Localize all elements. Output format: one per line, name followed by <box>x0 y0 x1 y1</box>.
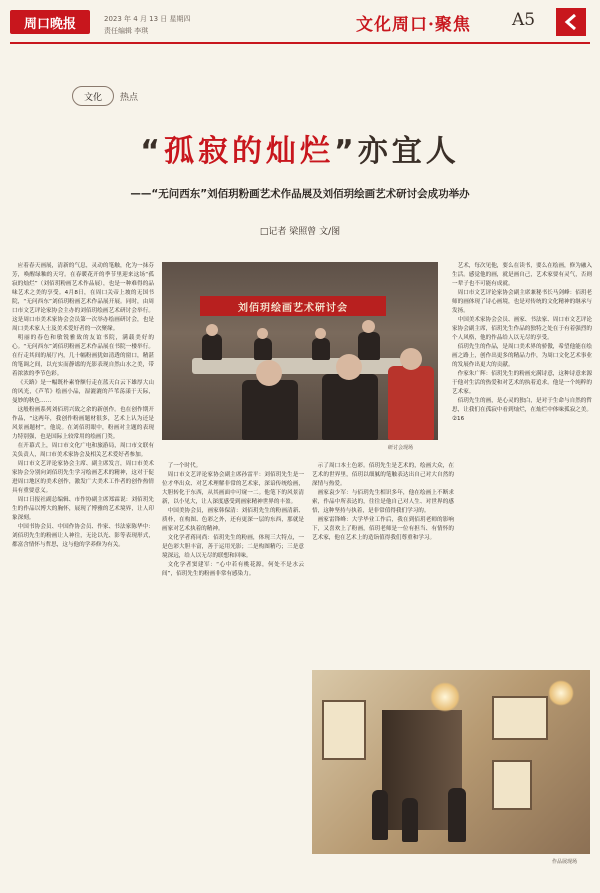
headline-close-quote: ” <box>334 134 358 169</box>
section-title: 文化周口·聚焦 <box>356 15 471 35</box>
attendee-head <box>206 324 218 336</box>
byline: □记者 梁照曾 文/图 <box>259 227 341 237</box>
article-paragraph: 中国美协会员，画家韩保清：刘佰玥先生的粉画清新、质朴，在构图、色彩之外，还有更深一层的东西，那就是画家对艺术执着的精神。 <box>162 508 304 532</box>
attendee-foreground <box>322 374 378 440</box>
attendee-head <box>257 328 268 339</box>
article-paragraph: 画家袁少军：与佰玥先生相识多年，他在绘画上不断求索，作品中所表达的，往往是他自己对人生、对世界的感悟，这种坚持与执着，是非常值得我们学习的。 <box>312 490 454 514</box>
exhibition-photo-caption: 作品展现场 <box>552 859 578 865</box>
article-paragraph: 周口市文艺评论家协会副主席孙雷平：刘佰玥先生是一位才华出众、对艺术理解非常的艺术家，深谙传统绘画，大胆转化于东西，从其画面中可窥一二。他笔下的风景清新，以小见大，让人深度感受到画家精神世界的丰盈。 <box>162 472 304 505</box>
attendee <box>254 338 272 360</box>
attendee <box>358 332 380 360</box>
article-paragraph: 作家朱广辉：佰玥先生的粉画充满诗意，这种诗意来源于他对生活的热爱和对艺术的执着追求。他是一个纯粹的艺术家。 <box>452 371 592 395</box>
section-tag <box>72 86 138 106</box>
headline-open-quote: “ <box>140 134 164 169</box>
article-paragraph: 在开幕式上，周口市文化广电和旅游局，周口市文联有关负责人，周口市美术家协会及相关艺术爱好者参加。 <box>12 443 154 458</box>
article-paragraph: 中国美术家协会会员、画家、书法家、周口市文艺评论家协会副主席，佰玥先生作品的独特之处在于有着强烈的个人风格，他的作品给人以无尽的享受。 <box>452 317 592 341</box>
attendee-head <box>400 348 422 370</box>
attendee-head <box>362 320 375 333</box>
issue-date: 2023 年 4 月 13 日 星期四 <box>104 15 191 23</box>
chevron-left-icon <box>556 8 586 36</box>
article-paragraph: 文化学者蒋同尚：佰玥先生的粉画，体现三大特点，一是色彩大胆丰富，善于运用光影；二是构图精巧；三是意境深远，给人以无尽的联想和回味。 <box>162 535 304 559</box>
headline <box>0 126 600 170</box>
article-paragraph: 佰玥先生的画，是心灵的独白，是对于生命与自然的哲思，让我们在孤寂中看到灿烂，在灿烂中体味孤寂之美。②16 <box>452 398 592 422</box>
header-divider <box>10 42 590 44</box>
article-paragraph: 周口日报社副总编辑、市作协副主席郑霖说：刘佰玥先生的作品以博大的胸怀，展现了博雅的艺术境界，让人印象深刻。 <box>12 497 154 521</box>
painting-frame <box>322 700 366 760</box>
article-paragraph: 示了周口本土色彩。佰玥先生是艺术的，绘画大众，在艺术的世界里，佰玥以细腻的笔触表达出自己对大自然的深情与热爱。 <box>312 463 454 487</box>
article-paragraph: 应着春天画展，清新的气息，灵动的笔触，化为一抹芬芳，唤醒绿釉的天穹。在春暖花开的季节里迎来这场“孤寂的灿烂”（刘佰玥粉画艺术作品展），也是一种难得的品味艺术之美的享受。4月8日，在周口关帝上坡的无国书院，“无问西东”刘佰玥粉画艺术作品展开展。同时，由周口市文艺评论家协会主办的刘佰玥绘画艺术研讨会举行。这是周口市美术家协会会员第一次举办绘画研讨会，也是周口美术家人士及美术爱好者的一次聚缘。 <box>12 263 154 332</box>
article-paragraph: 了一个时代。 <box>167 463 202 469</box>
attendee <box>202 334 222 360</box>
article-column-1 <box>12 262 154 862</box>
attendee <box>312 338 330 360</box>
visitor <box>402 798 418 842</box>
article-paragraph: 文化学者窦建军：“心中若有桃花源，何处不是水云间”，佰玥先生的粉画非常有感染力。 <box>162 562 304 577</box>
article-paragraph: 佰玥先生的作品，是周口美术界的骄傲，希望他能在绘画之路上，创作出更多的精品力作，为周口文化艺术事业的发展作出更大的贡献。 <box>452 344 592 368</box>
article-paragraph: 画家雷锋峰：大学毕业工作后，我在到佰玥老师的影响下，又喜欢上了粉画，佰玥老师是一位有担当、有情怀的艺术家，他在艺术上的造诣值得我们尊重和学习。 <box>312 517 454 541</box>
article-paragraph: 明丽的春色和敏锐雅致的友谊书院，满载美好的心。“无问西东”刘佰玥粉画艺术作品展在书院一楼举行。在行走其间的展厅内，几十幅粉画犹如清透的窗口，精湛的笔调之间，以充实而静谧的光影表现自然山水之美，带着浓浓的季节色彩。 <box>12 335 154 377</box>
headline-dark: 亦宜人 <box>357 134 460 169</box>
visitor <box>372 790 388 840</box>
visitor <box>448 788 466 842</box>
attendee-head <box>336 354 362 380</box>
seminar-photo <box>162 262 438 440</box>
masthead <box>0 0 600 56</box>
article-column-4 <box>452 262 592 662</box>
painting-frame <box>492 696 548 740</box>
article-column-2 <box>162 462 304 862</box>
tag-text: 热点 <box>120 92 139 103</box>
article-paragraph: 艺术，每次见他，要么在读书，要么在绘画，修为融入生活。感觉他的画，就是画自己，艺术家要有灵气，否则一辈子也不可能有成就。 <box>452 263 592 287</box>
responsible-editor: 责任编辑 李琪 <box>104 27 149 35</box>
newspaper-logo: 周口晚报 <box>10 10 90 34</box>
page-number: A5 <box>512 10 536 30</box>
article-paragraph: 中国书协会员、中国作协会员、作家、书法家陈华中：刘佰玥先生的粉画让人神往，无论以光、影等表现形式，都富含情怀与哲思，这与他的学养修为有关。 <box>12 524 154 548</box>
seminar-photo-caption: 研讨会现场 <box>388 445 414 451</box>
conference-table <box>192 358 402 374</box>
attendee-red-jacket <box>388 366 434 440</box>
article-paragraph: 周口市文艺评论家协会副主席兼秘书长马剑峰：佰玥老师的画体现了诗心画境，也是对传统的文化精神的继承与发扬。 <box>452 290 592 314</box>
headline-red: 孤寂的灿烂 <box>164 134 334 169</box>
subheadline: ——“无问西东”刘佰玥粉画艺术作品展及刘佰玥绘画艺术研讨会成功举办 <box>130 188 470 200</box>
tag-circle: 文化 <box>72 86 114 106</box>
exhibition-photo <box>312 670 590 854</box>
attendee-foreground <box>242 380 298 440</box>
seminar-banner: 刘佰玥绘画艺术研讨会 <box>200 296 386 316</box>
article-column-3 <box>312 462 454 662</box>
ceiling-lamp <box>548 680 574 706</box>
painting-frame <box>492 760 532 810</box>
article-paragraph: 周口市文艺评论家协会主席、副主席发言，周口市美术家协会分别向刘佰玥先生学习绘画艺术的精神，这对于促进周口地区的美术创作，激发广大美术工作者的创作热情具有重要意义。 <box>12 461 154 494</box>
article-paragraph: 这般粉画系列刘佰玥兴致之余的新创作。也在创作期开作品，“这两年，我创作粉画题材很多，艺术上认为还是风景画题材”。他说。在刘佰玥眼中，粉画对主题的表现力特别强，也是国际上较常用的绘画门类。 <box>12 407 154 440</box>
attendee-head <box>315 328 326 339</box>
attendee-head <box>256 360 282 386</box>
ceiling-lamp <box>430 682 460 712</box>
article-paragraph: 《天路》是一幅既朴素脊额行走在蓝天白云下雄厚大山的风光，《芦苇》绘画小品，湿漉漉的芦苇荡漾于天际，曼妙的秋色…… <box>12 380 154 404</box>
